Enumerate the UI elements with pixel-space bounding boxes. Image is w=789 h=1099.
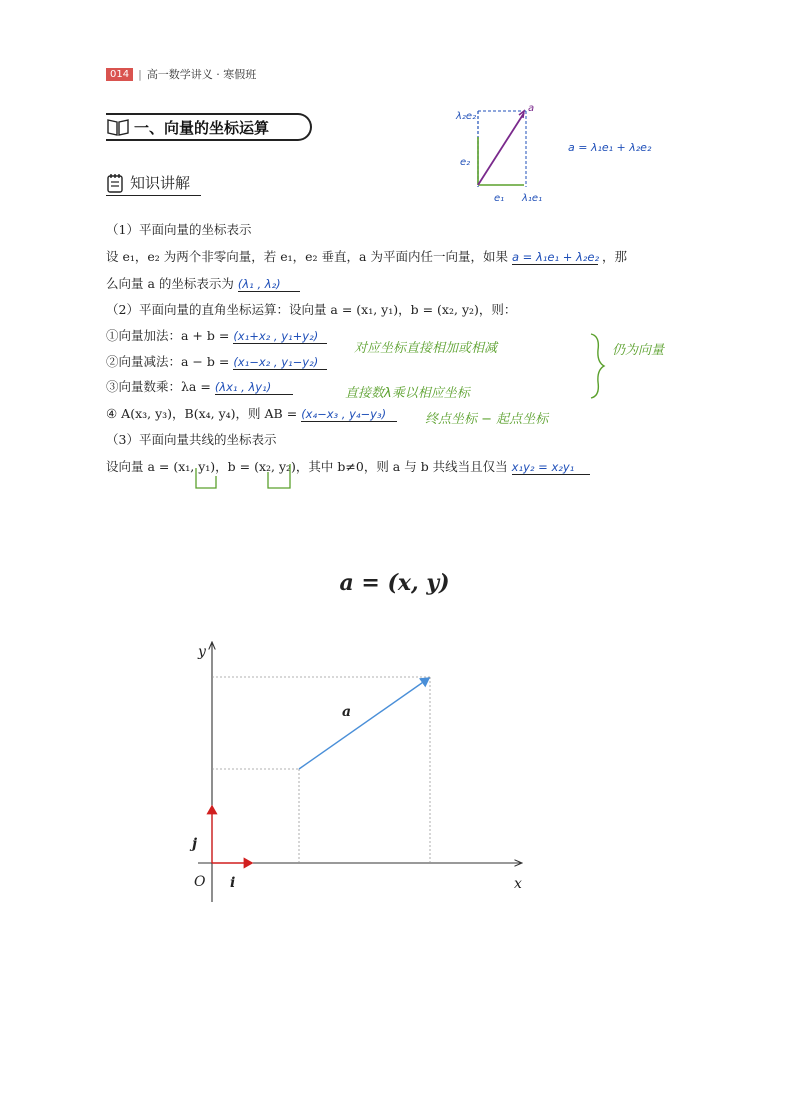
item3-line [106, 461, 590, 475]
vector-a-label: a [342, 704, 352, 720]
sketch-a-label: a [528, 103, 535, 114]
sub-line [106, 356, 327, 370]
origin-label: O [194, 874, 206, 890]
section-title: 一、向量的坐标运算 [134, 118, 270, 137]
sketch-e2-label: e₂ [460, 157, 471, 168]
ab-blank: (x₄−x₃ , y₄−y₃) [301, 409, 397, 422]
add-line [106, 330, 327, 344]
formula-text: a = (x, y) [339, 570, 450, 596]
ab-line [106, 408, 397, 422]
note-add-sub: 对应坐标直接相加或相减 [354, 341, 498, 356]
mul-blank: (λx₁ , λy₁) [215, 382, 293, 395]
note-ab: 终点坐标 − 起点坐标 [425, 412, 549, 427]
item3-blank: x₁y₂ = x₂y₁ [512, 462, 590, 475]
item1-line2-blank: (λ₁ , λ₂) [238, 279, 300, 292]
note-mul: 直接数λ乘以相应坐标 [345, 386, 470, 401]
brace-mark [588, 332, 608, 400]
sub-heading-underline [106, 195, 201, 196]
course-title: 高一数学讲义 · 寒假班 [146, 68, 257, 81]
page-number: 014 [106, 68, 133, 81]
x-axis-label: x [514, 876, 522, 892]
mul-label: ③向量数乘：λa = [106, 379, 211, 394]
sub-heading [106, 172, 190, 193]
sub-blank: (x₁−x₂ , y₁−y₂) [233, 357, 327, 370]
note-result: 仍为向量 [612, 343, 665, 358]
decomposition-sketch [450, 95, 660, 207]
sub-heading-text: 知识讲解 [130, 174, 191, 192]
handwritten-brackets [190, 452, 300, 492]
item3-line-text: 设向量 a = (x₁, y₁)，b = (x₂, y₂)，其中 b≠0，则 a 与 b 共线当且仅当 [106, 459, 508, 474]
item1-line1 [106, 251, 627, 265]
item3-title: （3）平面向量共线的坐标表示 [106, 432, 277, 447]
ab-label: ④ A(x₃, y₃)，B(x₄, y₄)，则 AB = [106, 406, 298, 421]
item2-title: （2）平面向量的直角坐标运算：设向量 a = (x₁, y₁)，b = (x₂, y₂)，则： [106, 302, 517, 317]
item1-line1-blank: a = λ₁e₁ + λ₂e₂ [511, 250, 600, 264]
notepad-icon [106, 173, 124, 193]
item1-line2 [106, 278, 300, 292]
item1-line2-text: 么向量 a 的坐标表示为 [106, 276, 234, 291]
book-icon [106, 117, 130, 137]
sketch-l2e2-label: λ₂e₂ [456, 111, 477, 122]
page-header [106, 66, 256, 82]
sketch-l1e1-label: λ₁e₁ [522, 193, 543, 204]
section-title-box [106, 113, 312, 141]
sketch-e1-label: e₁ [494, 193, 505, 204]
vector-a [299, 678, 429, 769]
mul-line [106, 381, 293, 395]
sub-label: ②向量减法：a − b = [106, 354, 230, 369]
item1-line1-end: ，那 [601, 249, 627, 264]
formula [0, 570, 789, 596]
add-blank: (x₁+x₂ , y₁+y₂) [233, 331, 327, 344]
sketch-decomposition: a = λ₁e₁ + λ₂e₂ [568, 141, 652, 154]
coordinate-figure [180, 630, 540, 910]
unit-j-label: j [192, 836, 198, 852]
add-label: ①向量加法：a + b = [106, 328, 230, 343]
y-axis-label: y [198, 644, 206, 660]
item1-line1-text: 设 e₁，e₂ 为两个非零向量，若 e₁，e₂ 垂直，a 为平面内任一向量，如果 [106, 249, 508, 264]
unit-i-label: i [230, 875, 236, 891]
item1-title: （1）平面向量的坐标表示 [106, 222, 252, 237]
header-separator: | [138, 67, 142, 81]
